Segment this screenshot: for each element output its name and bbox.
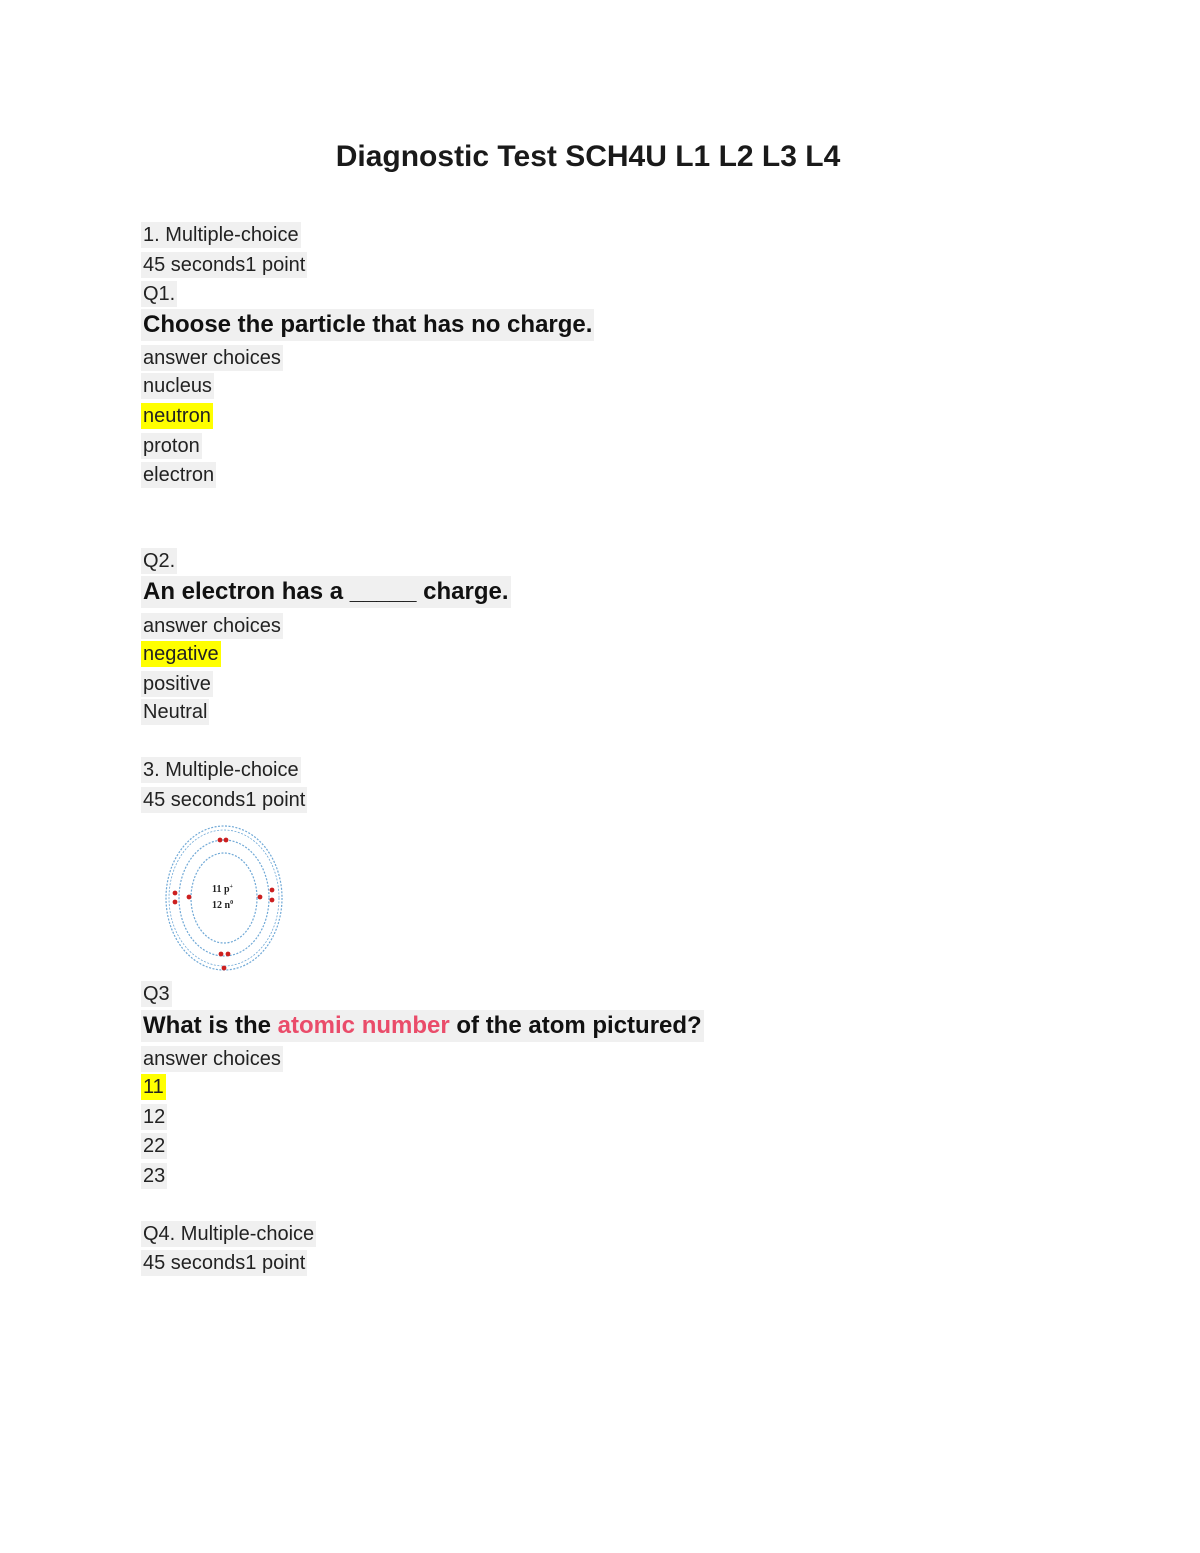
q2-label: Q2. <box>143 550 176 572</box>
q3-label: Q3 <box>143 983 170 1005</box>
electron <box>224 838 229 843</box>
bohr-atom-diagram <box>158 820 290 976</box>
q1-meta: 45 seconds1 point <box>143 254 306 276</box>
q3-question-pre: What is the <box>143 1012 278 1039</box>
q3-choice-12: 12 <box>143 1106 166 1128</box>
electron <box>258 895 263 900</box>
q4-header: Q4. Multiple-choice <box>143 1223 315 1245</box>
q3-choices-label: answer choices <box>143 1048 281 1070</box>
q1-choice-proton: proton <box>143 435 200 457</box>
q3-choice-22: 22 <box>143 1135 166 1157</box>
q3-question-emphasis: atomic number <box>277 1012 450 1039</box>
neutrons-superscript: 0 <box>230 900 234 906</box>
electron <box>219 952 224 957</box>
q3-meta: 45 seconds1 point <box>143 789 306 811</box>
nucleus-protons-label: 11 p <box>212 884 230 895</box>
shell-inner <box>191 853 257 943</box>
electron <box>270 898 275 903</box>
svg-text:12 n0 <box>212 900 233 911</box>
electron <box>187 895 192 900</box>
electron <box>270 888 275 893</box>
q2-choice-negative-correct: negative <box>143 643 219 665</box>
q3-question-post: of the atom pictured? <box>449 1012 702 1039</box>
page-title: Diagnostic Test SCH4U L1 L2 L3 L4 <box>335 140 841 173</box>
q1-question: Choose the particle that has no charge. <box>141 309 594 341</box>
q1-choice-nucleus: nucleus <box>143 375 212 397</box>
q4-meta: 45 seconds1 point <box>143 1252 306 1274</box>
q2-choices-label: answer choices <box>143 615 281 637</box>
q1-header: 1. Multiple-choice <box>143 224 299 246</box>
q1-choices-label: answer choices <box>143 347 281 369</box>
shell-outer <box>166 826 282 970</box>
shell-outer-inner-line <box>169 830 279 966</box>
q1-choice-neutron-correct: neutron <box>143 405 211 427</box>
electron <box>226 952 231 957</box>
shell-middle <box>179 840 269 956</box>
q1-choice-electron: electron <box>143 464 215 486</box>
q3-header: 3. Multiple-choice <box>143 759 299 781</box>
electron <box>173 900 178 905</box>
q2-choice-neutral: Neutral <box>143 701 208 723</box>
nucleus-neutrons-label: 12 n <box>212 900 231 911</box>
q3-question <box>141 1010 704 1042</box>
q3-choice-23: 23 <box>143 1165 166 1187</box>
svg-text:11 p+ <box>212 884 234 895</box>
electron <box>218 838 223 843</box>
q1-label: Q1. <box>143 283 176 305</box>
electron <box>173 891 178 896</box>
q2-choice-positive: positive <box>143 673 211 695</box>
electron <box>222 966 227 971</box>
protons-superscript: + <box>229 884 233 890</box>
q3-choice-11-correct: 11 <box>143 1076 164 1098</box>
q2-question: An electron has a _____ charge. <box>141 576 511 608</box>
